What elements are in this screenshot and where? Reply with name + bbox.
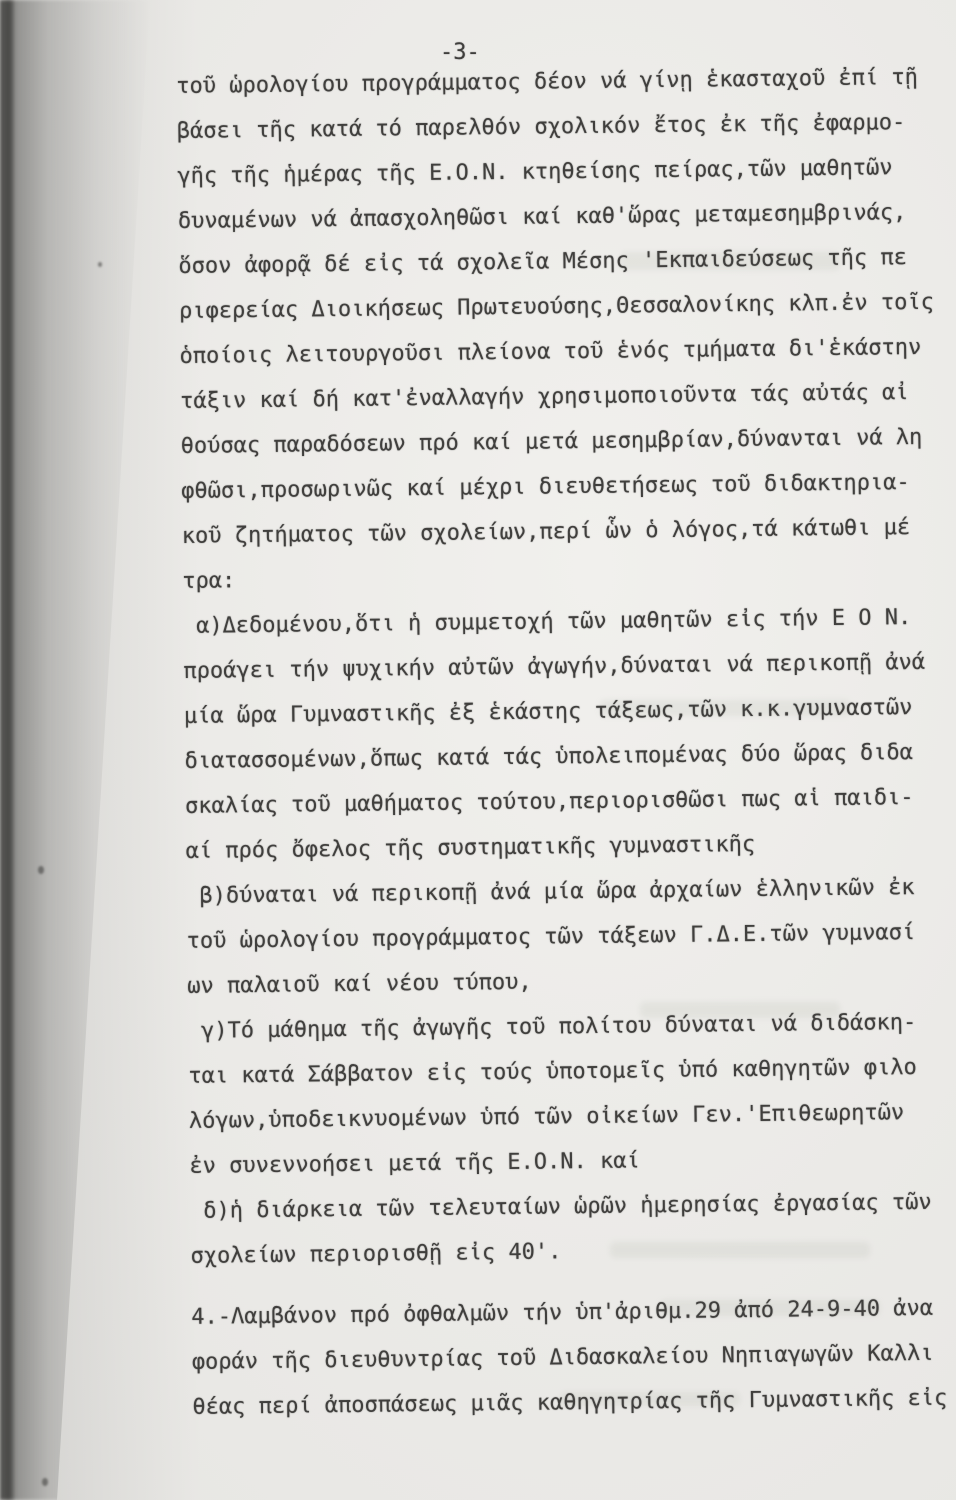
text-line: ἐν συνεννοήσει μετά τῆς Ε.Ο.Ν. καί [189,1148,640,1179]
text-line: αί πρός ὄφελος τῆς συστηματικῆς γυμναστικῆς [185,831,756,864]
text-line: λόγων,ὑποδεικνυομένων ὑπό τῶν οἰκείων Γεν.'Επιθεωρητῶν [188,1100,905,1134]
text-line: 4.-Λαμβάνον πρό ὀφθαλμῶν τήν ὑπ'ἀριθμ.29 ἀπό 24-9-40 ἀνα [191,1295,934,1330]
text-line: σχολείων περιορισθῇ εἰς 40'. [190,1239,562,1269]
page-number: -3- [440,40,480,65]
text-line: δ)ἡ διάρκεια τῶν τελευταίων ὡρῶν ἡμερησίας ἐργασίας τῶν [189,1189,932,1224]
text-line: προάγει τήν ψυχικήν αὐτῶν ἀγωγήν,δύναται νά περικοπῇ ἀνά [183,649,926,684]
text-line: γ)Τό μάθημα τῆς ἀγωγῆς τοῦ πολίτου δύναται νά διδάσκη- [187,1010,917,1044]
text-line: γῆς τῆς ἡμέρας τῆς Ε.Ο.Ν. κτηθείσης πείρας,τῶν μαθητῶν [177,155,893,189]
ink-speck [42,1478,48,1486]
text-line: α)Δεδομένου,ὅτι ἡ συμμετοχή τῶν μαθητῶν εἰς τήν Ε Ο Ν. [182,605,912,639]
text-line: φοράν τῆς διευθυντρίας τοῦ Διδασκαλείου Νηπιαγωγῶν Καλλι [191,1340,934,1375]
text-line: ων παλαιοῦ καί νέου τύπου, [187,969,532,999]
text-line: μία ὥρα Γυμναστικῆς ἐξ ἑκάστης τάξεως,τῶν κ.κ.γυμναστῶν [183,695,913,729]
text-line: βάσει τῆς κατά τό παρελθόν σχολικόν ἔτος ἐκ τῆς ἐφαρμο- [176,110,906,144]
text-line: τρα: [182,568,236,594]
text-line: διατασσομένων,ὅπως κατά τάς ὑπολειπομένας δύο ὥρας διδα [184,740,914,774]
scan-left-edge-shadow [0,0,150,1500]
text-line: τοῦ ὡρολογίου προγράμματος δέον νά γίνῃ ἑκασταχοῦ ἐπί τῇ [176,64,919,99]
text-line: ται κατά Σάββατον εἰς τούς ὑποτομεῖς ὑπό καθηγητῶν φιλο [188,1055,917,1089]
text-line: ὅσον ἀφορᾷ δέ εἰς τά σχολεῖα Μέσης 'Εκπαιδεύσεως τῆς πε [178,245,908,279]
text-line: κοῦ ζητήματος τῶν σχολείων,περί ὧν ὁ λόγος,τά κάτωθι μέ [181,515,911,549]
text-line: θέας περί ἀποσπάσεως μιᾶς καθηγητρίας τῆς Γυμναστικῆς εἰς [192,1385,948,1420]
text-line: φθῶσι,προσωρινῶς καί μέχρι διευθετήσεως τοῦ διδακτηρια- [181,470,910,504]
ink-speck [38,866,44,874]
text-line: τοῦ ὡρολογίου προγράμματος τῶν τάξεων Γ.Δ.Ε.τῶν γυμνασί [186,920,916,954]
typewritten-text-block [176,54,956,1430]
text-line: σκαλίας τοῦ μαθήματος τούτου,περιορισθῶσι πως αἱ παιδι- [184,785,914,819]
text-line: τάξιν καί δή κατ'ἐναλλαγήν χρησιμοποιοῦντα τάς αὐτάς αἰ [179,380,909,414]
text-line: β)δύναται νά περικοπῇ ἀνά μία ὥρα ἀρχαίων ἑλληνικῶν ἐκ [186,875,915,909]
ink-speck [98,262,102,267]
text-line: ὁποίοις λειτουργοῦσι πλείονα τοῦ ἑνός τμήματα δι'ἑκάστην [179,334,922,369]
text-line: θούσας παραδόσεων πρό καί μετά μεσημβρίαν,δύνανται νά λη [180,424,923,459]
text-line: ριφερείας Διοικήσεως Πρωτευούσης,Θεσσαλονίκης κλπ.ἐν τοῖς [178,289,935,324]
scan-left-edge-line [5,0,13,1500]
text-line: δυναμένων νά ἀπασχοληθῶσι καί καθ'ὥρας μεταμεσημβρινάς, [177,200,907,234]
